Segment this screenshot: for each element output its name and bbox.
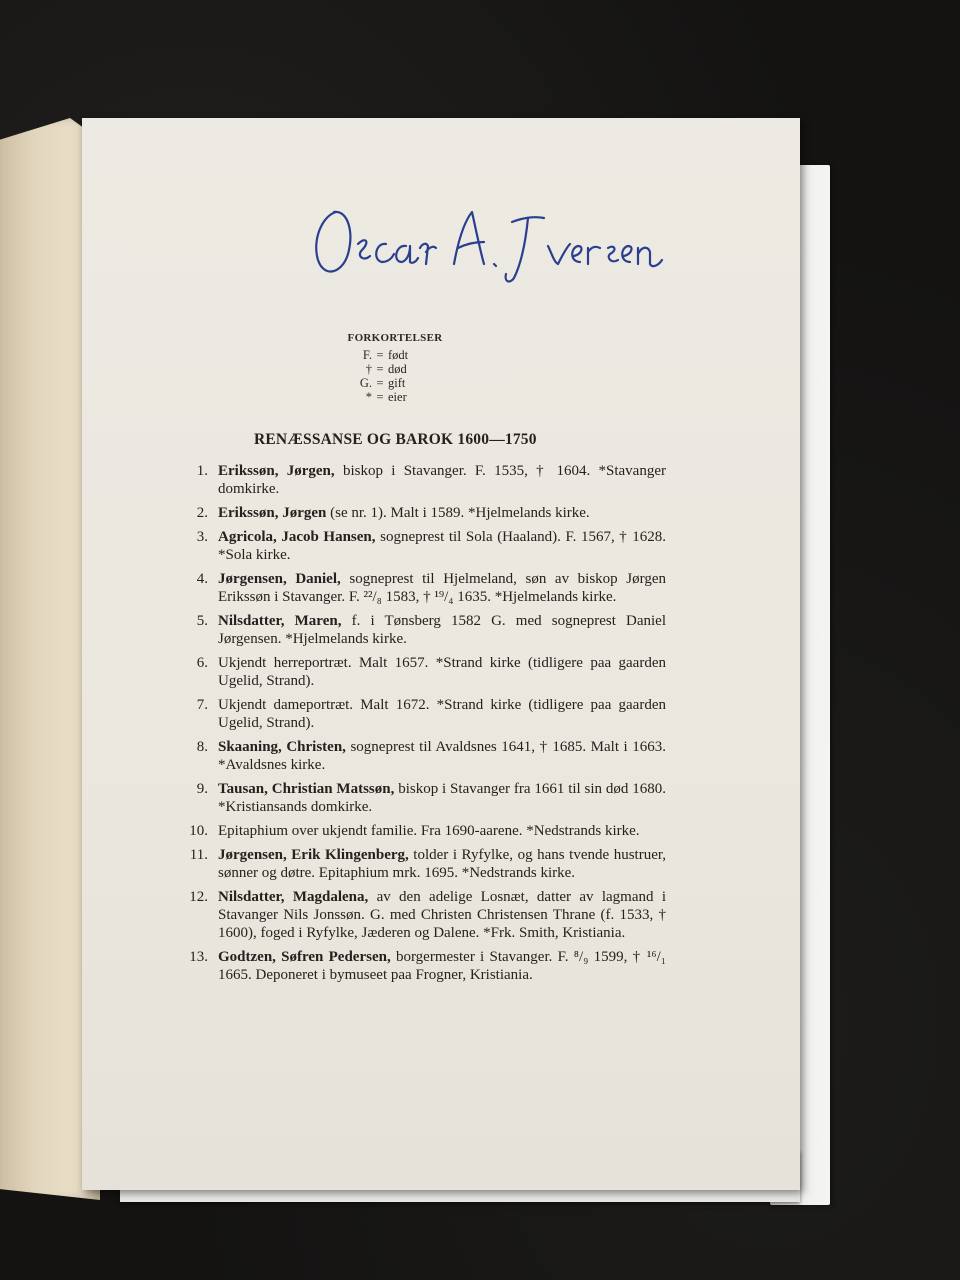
abbreviation-equals: =	[376, 376, 384, 390]
item-description: sogneprest til Hjelmeland, søn av biskop Jørgen Erikssøn i Stavanger. F. ²²/₈ 1583, † ¹⁹/₄ 1635. *Hjelmelands kirke.	[218, 571, 666, 605]
list-item	[170, 696, 666, 732]
item-text	[218, 780, 666, 816]
item-text	[218, 612, 666, 648]
list-item	[170, 888, 666, 942]
item-description: sogneprest til Avaldsnes 1641, † 1685. Malt i 1663. *Avaldsnes kirke.	[218, 739, 667, 773]
item-text	[218, 846, 666, 882]
item-name: Erikssøn, Jørgen	[218, 505, 327, 521]
item-text	[218, 948, 666, 984]
item-description: Ukjendt herreportræt. Malt 1657. *Strand kirke (tidligere paa gaarden Ugelid, Strand).	[218, 655, 666, 689]
list-item	[170, 570, 666, 606]
item-name: Nilsdatter, Magdalena,	[218, 889, 369, 905]
abbreviations-list	[346, 348, 466, 404]
abbreviation-key: G.	[359, 376, 372, 390]
item-text	[218, 462, 666, 498]
item-description: av den adelige Losnæt, datter av lagmand i Stavanger Nils Jonssøn. G. med Christen Christensen Thrane (f. 1533, † 1600), foged i Ryfylke, Jæderen og Dalene. *Frk. Smith, Kristiania.	[218, 889, 666, 941]
abbreviation-row	[346, 390, 466, 404]
item-text	[218, 822, 666, 840]
abbreviation-row	[346, 376, 466, 390]
abbreviation-key: †	[365, 362, 372, 376]
item-number: 4.	[196, 571, 208, 587]
abbreviation-row	[346, 348, 466, 362]
item-text	[218, 888, 666, 942]
abbreviation-key: F.	[362, 348, 372, 362]
item-text	[218, 570, 666, 606]
item-description: Ukjendt dameportræt. Malt 1672. *Strand kirke (tidligere paa gaarden Ugelid, Strand).	[218, 697, 666, 731]
list-item	[170, 528, 666, 564]
list-item	[170, 948, 666, 984]
item-number: 1.	[196, 463, 208, 479]
list-item	[170, 654, 666, 690]
item-text	[218, 738, 666, 774]
item-name: Nilsdatter, Maren,	[218, 613, 342, 629]
item-description: (se nr. 1). Malt i 1589. *Hjelmelands kirke.	[326, 505, 590, 521]
list-item	[170, 822, 666, 840]
item-description: Epitaphium over ukjendt familie. Fra 1690-aarene. *Nedstrands kirke.	[218, 823, 640, 839]
list-item	[170, 462, 666, 498]
item-number: 9.	[196, 781, 208, 797]
item-text	[218, 654, 666, 690]
item-number: 8.	[196, 739, 208, 755]
abbreviation-key: *	[365, 390, 372, 404]
section-title: RENÆSSANSE OG BAROK 1600—1750	[254, 431, 537, 448]
abbreviation-equals: =	[376, 362, 384, 376]
item-description: biskop i Stavanger fra 1661 til sin død 1680. *Kristiansands domkirke.	[218, 781, 666, 815]
item-number: 3.	[196, 529, 208, 545]
item-description: f. i Tønsberg 1582 G. med sogneprest Daniel Jørgensen. *Hjelmelands kirke.	[218, 613, 666, 647]
item-number: 10.	[189, 823, 208, 839]
item-number: 12.	[189, 889, 208, 905]
item-name: Jørgensen, Daniel,	[218, 571, 341, 587]
item-name: Tausan, Christian Matssøn,	[218, 781, 395, 797]
abbreviations-heading: FORKORTELSER	[347, 332, 443, 344]
item-number: 7.	[196, 697, 208, 713]
abbreviation-value: død	[388, 362, 407, 376]
item-name: Godtzen, Søfren Pedersen,	[218, 949, 391, 965]
item-description: sogneprest til Sola (Haaland). F. 1567, † 1628. *Sola kirke.	[218, 529, 666, 563]
list-item	[170, 738, 666, 774]
list-item	[170, 846, 666, 882]
item-description: tolder i Ryfylke, og hans tvende hustruer, sønner og døtre. Epitaphium mrk. 1695. *Nedstrands kirke.	[218, 847, 666, 881]
abbreviation-value: født	[388, 348, 409, 362]
item-description: borgermester i Stavanger. F. ⁸/₉ 1599, † ¹⁶/₁ 1665. Deponeret i bymuseet paa Frogner, Kristiania.	[218, 949, 666, 983]
item-description: biskop i Stavanger. F. 1535, † 1604. *Stavanger domkirke.	[218, 463, 666, 497]
item-number: 6.	[196, 655, 208, 671]
item-number: 5.	[196, 613, 208, 629]
abbreviation-row	[346, 362, 466, 376]
item-name: Skaaning, Christen,	[218, 739, 346, 755]
item-text	[218, 528, 666, 564]
abbreviation-equals: =	[376, 348, 384, 362]
item-name: Agricola, Jacob Hansen,	[218, 529, 376, 545]
item-number: 11.	[189, 847, 208, 863]
handwritten-signature	[308, 182, 668, 300]
item-name: Erikssøn, Jørgen,	[218, 463, 335, 479]
abbreviation-equals: =	[376, 390, 384, 404]
catalogue-list	[170, 462, 666, 990]
item-name: Jørgensen, Erik Klingenberg,	[218, 847, 409, 863]
list-item	[170, 612, 666, 648]
item-text	[218, 696, 666, 732]
abbreviation-value: gift	[388, 376, 406, 390]
list-item	[170, 504, 666, 522]
list-item	[170, 780, 666, 816]
abbreviation-value: eier	[388, 390, 407, 404]
item-number: 13.	[189, 949, 208, 965]
item-number: 2.	[196, 505, 208, 521]
item-text	[218, 504, 666, 522]
